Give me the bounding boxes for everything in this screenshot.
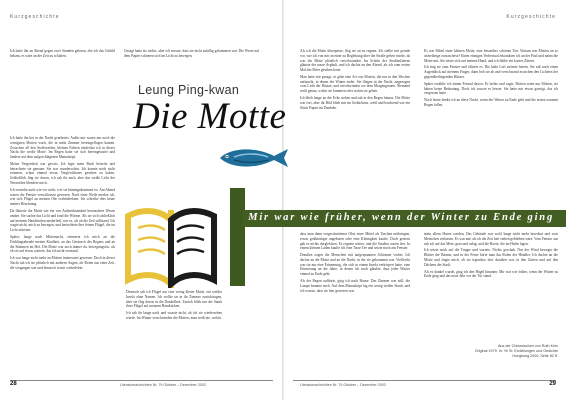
- story-title: Die Motte: [133, 96, 287, 137]
- text-column-right-d: [424, 232, 558, 328]
- text-column-right-b: [300, 232, 410, 382]
- footer-rule-right: [293, 380, 556, 381]
- paragraph: Ich hatte ihn bei in der Nacht gearbeitet. Außer mir waren nur noch die wenigsten Motten wach, die in mein Zimmer hereingeflogen kamen. Zwischen all den Stoffstreifen, kleinen Faltern entdeckte ich in dieser Nacht die weiße Motte. Im Regen hatte sie sich hereingetastet und landete auf dem aufgeschlagenen Manuskript.: [10, 136, 115, 159]
- page-number-left: 28: [10, 381, 17, 387]
- story-author: Leung Ping-kwan: [138, 83, 240, 97]
- text-column-right-c: [424, 49, 558, 205]
- source-line: Hongkong 2000, Seite 82 ff.: [512, 354, 558, 358]
- paragraph: Gesagt hatte sie nichts, aber ich wusste, dass sie nicht zufällig gekommen war. Die Worte auf dem Papier schienen sich im Licht zu bewegen.: [124, 49, 259, 58]
- paragraph: Später erzählte ich einem Freund davon. Er lachte und sagte, Motten seien nur Motten, sie hätten keine Bedeutung. Doch ich wusste es besser. Sie hatte mir etwas gezeigt, das ich vergessen hatte.: [424, 81, 558, 96]
- source-note: [454, 344, 558, 359]
- paragraph: dass man dann vorgeschnittenes Obst einer Mittel als Taschen mitbringen, etwas großmütiger angeboten oder eine Kleinigkeit kaufte. Doch gestern gab es nichts dergleichen. Es regnete weiter, und die Straßen waren leer. In einem kleinen Laden kaufte ich eine Tasse Tee und setzte mich ans Fenster.: [300, 232, 410, 251]
- section-label-right: Kurzgeschichte: [506, 14, 556, 20]
- source-line: Aus der Chinesischen von Ruth Kein: [497, 344, 558, 348]
- text-column-left-top: [10, 49, 115, 77]
- footer-publication-right: Literaturnachrichten Nr. 79 Oktober – Dezember 2003: [300, 383, 386, 387]
- paragraph: Noch heute denke ich an diese Nacht, wenn der Winter zu Ende geht und die ersten warmen Regen fallen.: [424, 98, 558, 108]
- paragraph: Als der Regen aufhörte, ging ich nach Hause. Das Zimmer war still, die Lampe brannte noch. Auf dem Manuskript lag ein wenig weißer Staub, und ich wusste, dass sie hier gewesen war.: [300, 279, 410, 293]
- paragraph: Draußen zogen die Menschen mit aufgespannten Schirmen vorbei. Ich dachte an die Motte und an die Nacht, in der sie gekommen war. Vielleicht war sie nur eine Erinnerung, die sich in einem Insekt verkörpert hatte, eine Erinnerung an die Jahre, in denen ich noch glaubte, dass jeder Winter einmal zu Ende geht.: [300, 253, 410, 277]
- paragraph: Man hatte mir gesagt, es gebe eine Art von Motten, die nur in den Wochen auftaucht, in denen der Winter endet. Sie fliegen in der Nacht, angezogen vom Licht der Häuser, und verschwinden vor dem Morgengrauen. Niemand weiß genau, woher sie kommen oder wohin sie gehen.: [300, 74, 410, 94]
- paragraph: Es war Mittel einer kleinen Motte, eine besonders schönen Tier. Warum war Motten an so unfreiheige zuwaschesn? Einen einzigen Verhesrual erkrankten ich an der Paul und nahm die Motte mit. Sie setzte sich auf meinen Hand, und ich fühlte ein kurzes Zittern.: [424, 49, 558, 63]
- text-column-center-top: [124, 49, 259, 77]
- paragraph: Ich hatte ihn an Abend gegen zwei Stunden gelesen, ehe ich das Gefühl bekam, es wäre an der Zeit zu schlafen.: [10, 49, 115, 58]
- paragraph: Ich sah ihr lange nach und wusste nicht, ob ich sie wiedersehen würde. Im Winter verschwinden die Motten, man weiß nie, wohin.: [126, 311, 222, 320]
- text-column-right-a: [300, 49, 410, 205]
- paragraph: Da flatterte die Motte wie ein von Aufmerksamkeit berauschtes Wesen umher. Sie suchte das Licht und fand die Wärme. Als sie sich schließlich auf meinem Handrücken niederließ, war es, als ob die Zeit stillstand. Ich wagte nicht, mich zu bewegen, und betrachtete ihre feinen Flügel, die im Licht zitterten.: [10, 209, 115, 233]
- section-label-left: Kurzgeschichte: [10, 14, 60, 20]
- open-book-icon: [122, 188, 220, 288]
- page-number-right: 29: [549, 381, 556, 387]
- paragraph: Ich setzte mich auf die Treppe und wartete. Nichts geschah. Nur der Wind bewegte die Blätter der Bäume, und in der Ferne hörte man das Rufen der Händler. Ich dachte an die Motte und fragte mich, ob sie irgendwo dort draußen war, in den Gärten und auf den Dächern der Stadt.: [424, 248, 558, 267]
- paragraph: Ich trug sie zum Fenster und öffnete es. Die kalte Luft strömte herein. Sie saß noch einen Augenblick auf meinem Finger, dann hob sie ab und verschwand zwischen den Lichtern der gegenüberliegenden Häuser.: [424, 65, 558, 79]
- paragraph: Ich war lange nicht mehr an Motten interessiert gewesen. Doch in dieser Nacht sah ich sie plötzlich mit anderen Augen, als Boten aus einer Zeit, die vergangen war und dennoch in mir weiterlebte.: [10, 256, 115, 270]
- footer-publication-left: Literaturnachrichten Nr. 79 Oktober – Dezember 2003: [120, 383, 206, 387]
- text-column-center: [126, 290, 222, 382]
- paragraph: Dennoch sah ich Flügel nur eine wenig kleine Motte, ein weißes Insekt ohne Namen. Ich wollte sie in ihr Zimmer zurücktragen, aber sie flog davon in die Dunkelheit. Zurück blieb nur der Staub ihrer Flügel auf meinem Handrücken.: [126, 290, 222, 309]
- fish-icon: [214, 144, 292, 172]
- page-gutter: [282, 0, 284, 400]
- text-column-left: [10, 136, 115, 382]
- quote-banner-text: Mir war wie früher, wenn der Winter zu Ende ging: [248, 212, 554, 223]
- quote-banner: [243, 210, 566, 227]
- footer-rule-left: [10, 380, 273, 381]
- paragraph: Meine Vergessheit war gewiss. Ich legte mein Buch beiseite und betrachtete sie genauer. Sie war wunderschön. Ich konnte mich nicht erinnern, schon einmal etwas Vergleichbares gesehen zu haben. Schließlich fing sie davon, ich sah ihr nach, aber das weiße Licht der Neonröhre blendete mich.: [10, 161, 115, 185]
- paragraph: Als ich die Motte überquerte, flog sie an zu regnen. Ich stellte mir gerade vor, wie ich von mir an einer zu Begleitung über die Straße gehen würde, da war die Motte plötzlich verschwunden. Im Schein der Straßenlaterne glänzte der nasse Asphalt, und ich dachte an den Abend, als ich zum ersten Mal das Meer gesehen hatte.: [300, 49, 410, 72]
- paragraph: Später, lange nach Mitternacht, erinnerte ich mich an die Frühlingsabende meiner Kindheit, an das Geräusch des Regens und an die Stimmen im Hof. Die Motte war noch immer da, bewegungslos, als ob sie auf etwas wartete, das ich nicht verstand.: [10, 235, 115, 254]
- paragraph: Als es dunkel wurde, ging ich den Hügel hinunter. Mir war wie früher, wenn der Winter zu Ende ging und das neue Jahr vor der Tür stand.: [424, 269, 558, 279]
- paragraph: mein allem Hasen werden, Das Gebäude war wohl lange nicht mehr bewohnt und vom Menschen verlassen. Es war mir, als ob die Zeit hier stehen geblieben wäre. Vom Fenster aus sah ich auf das Meer, grau und ruhig, und die Boote, die im Hafen lagen.: [424, 232, 558, 246]
- paragraph: Ich verstehe nach wie vor nicht, wie sie hineingekommen ist. Am Abend waren die Fenster verschlossen gewesen. Nach einer Weile merkte ich, wie sich Flügel an meinen Ohr vorbeidrehten. Ich schreibe dies heute meiner Beachtung.: [10, 187, 115, 207]
- green-accent-stripe: [230, 188, 245, 286]
- source-line: Original 1979. In: Ye Si: Erzählungen und Gedichte: [474, 349, 558, 353]
- paragraph: Ich blieb lange an der Ecke stehen und sah in den Regen hinaus. Die Motte war fort, aber ihr Bild blieb mir im Gedächtnis, weiß und leuchtend wie ein Stück Papier im Dunkeln.: [300, 96, 410, 110]
